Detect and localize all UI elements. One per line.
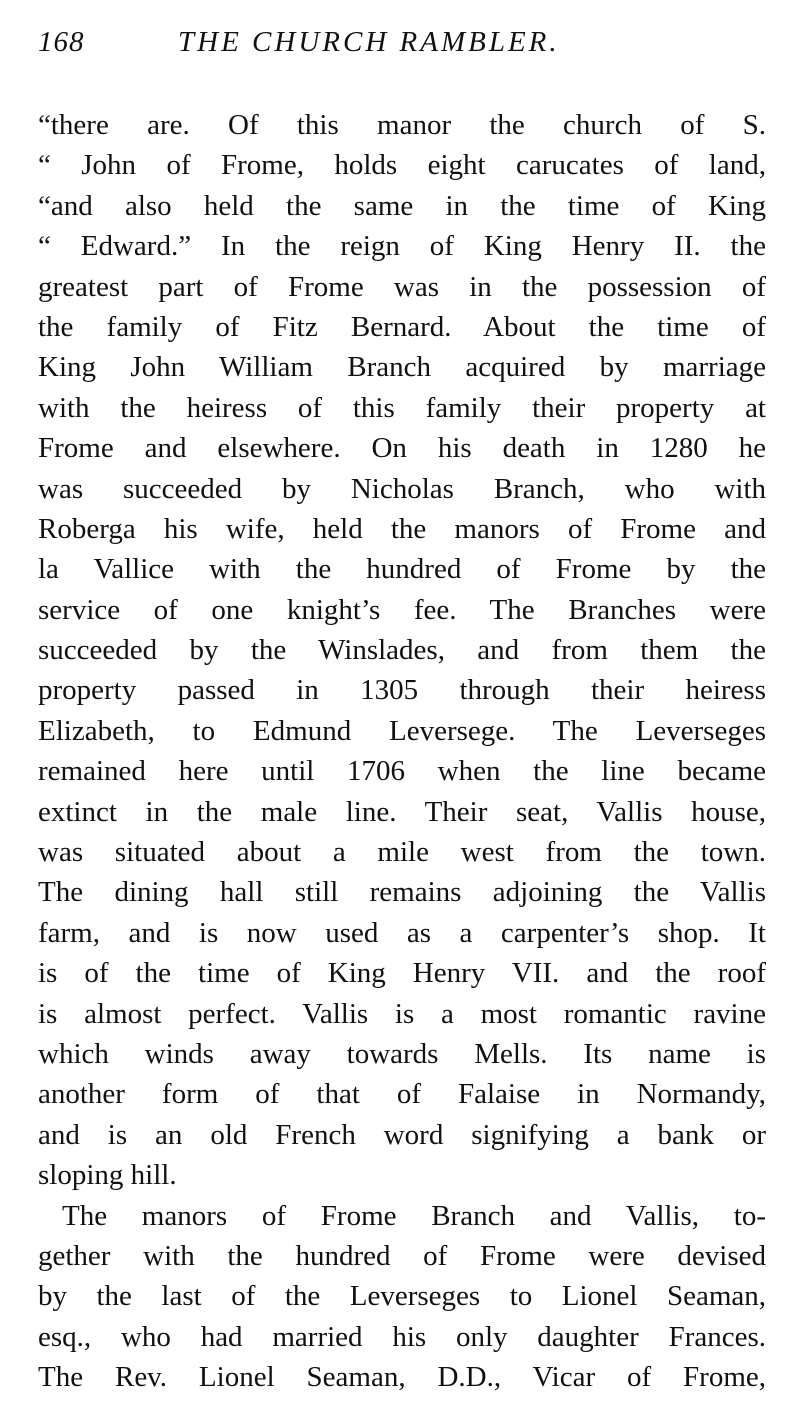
text-line: Elizabeth, to Edmund Leversege. The Leverseges bbox=[38, 714, 766, 747]
text-line: “and also held the same in the time of King bbox=[38, 189, 766, 222]
text-line: was situated about a mile west from the town. bbox=[38, 836, 766, 869]
text-line: “there are. Of this manor the church of S. bbox=[38, 109, 766, 141]
text-line: la Vallice with the hundred of Frome by the bbox=[38, 553, 766, 586]
text-line: esq., who had married his only daughter Frances. bbox=[38, 1320, 766, 1353]
text-line: extinct in the male line. Their seat, Vallis house, bbox=[38, 795, 766, 828]
text-line: is almost perfect. Vallis is a most romantic ravine bbox=[38, 997, 766, 1030]
text-line: by the last of the Leverseges to Lionel Seaman, bbox=[38, 1280, 766, 1313]
text-line: “ Edward.” In the reign of King Henry II. the bbox=[38, 230, 766, 263]
text-line: gether with the hundred of Frome were devised bbox=[38, 1239, 766, 1272]
text-line: and is an old French word signifying a bank or bbox=[38, 1118, 766, 1151]
text-line: remained here until 1706 when the line became bbox=[38, 755, 766, 788]
page-number: 168 bbox=[38, 26, 85, 58]
text-line: another form of that of Falaise in Normandy, bbox=[38, 1078, 766, 1111]
text-line: the family of Fitz Bernard. About the time of bbox=[38, 310, 766, 343]
text-line: The dining hall still remains adjoining the Vallis bbox=[38, 876, 766, 909]
text-line: service of one knight’s fee. The Branches were bbox=[38, 593, 766, 626]
text-line: property passed in 1305 through their heiress bbox=[38, 674, 766, 707]
text-line: Frome and elsewhere. On his death in 1280 he bbox=[38, 432, 766, 465]
body-text bbox=[38, 105, 766, 1398]
page-header bbox=[38, 20, 768, 68]
text-line: was succeeded by Nicholas Branch, who with bbox=[38, 472, 766, 505]
text-line: succeeded by the Winslades, and from them the bbox=[38, 634, 766, 667]
text-line: with the heiress of this family their property at bbox=[38, 391, 766, 424]
text-line: The Rev. Lionel Seaman, D.D., Vicar of Frome, bbox=[38, 1361, 766, 1394]
text-line: greatest part of Frome was in the possession of bbox=[38, 270, 766, 303]
text-line: which winds away towards Mells. Its name is bbox=[38, 1037, 766, 1070]
running-head: THE CHURCH RAMBLER. bbox=[178, 26, 560, 58]
paragraph-end-line: sloping hill. bbox=[38, 1159, 177, 1192]
text-line: King John William Branch acquired by marriage bbox=[38, 351, 766, 384]
text-line: is of the time of King Henry VII. and the roof bbox=[38, 957, 766, 990]
text-line: “ John of Frome, holds eight carucates of land, bbox=[38, 149, 766, 182]
text-line: farm, and is now used as a carpenter’s shop. It bbox=[38, 916, 766, 949]
paragraph-start-line: The manors of Frome Branch and Vallis, to- bbox=[62, 1199, 766, 1232]
text-line: Roberga his wife, held the manors of Frome and bbox=[38, 512, 766, 545]
